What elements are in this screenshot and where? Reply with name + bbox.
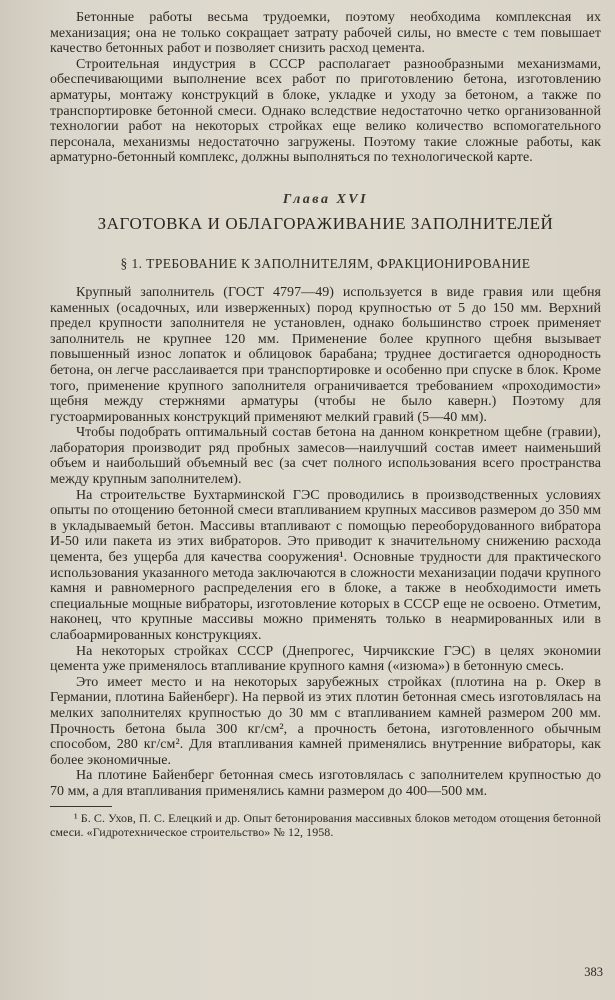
body-paragraph-6: На плотине Байенберг бетонная смесь изготовлялась с заполнителем крупностью до 70 мм, а для втапливания применялись камни размером до 400—500 мм. <box>50 768 601 799</box>
intro-paragraph-1: Бетонные работы весьма трудоемки, поэтому необходима комплексная их механизация; она не только сокращает затрату рабочей силы, но вместе с тем повышает качество бетонных работ и позволяет снизить расход цемента. <box>50 10 601 57</box>
body-paragraph-2: Чтобы подобрать оптимальный состав бетона на данном конкретном щебне (гравии), лаборатория производит ряд пробных замесов—наилучший состав имеет наименьший объем и наибольший объемный вес (за счет полного использования всего пространства между крупным заполнителем). <box>50 425 601 488</box>
body-paragraph-5: Это имеет место и на некоторых зарубежных стройках (плотина на р. Окер в Германии, плотина Байенберг). На первой из этих плотин бетонная смесь изготовлялась на мелких заполнителях крупностью до 30 мм с втапливанием камней размером 200 мм. Прочность бетона была 300 кг/см², а прочность бетона, изготовленного обычным способом, 280 кг/см². Для втапливания камней применялись внутренние вибраторы, как более экономичные. <box>50 674 601 768</box>
chapter-title: ЗАГОТОВКА И ОБЛАГОРАЖИВАНИЕ ЗАПОЛНИТЕЛЕЙ <box>97 213 554 233</box>
intro-paragraph-2: Строительная индустрия в СССР располагает разнообразными механизмами, обеспечивающими выполнение всех работ по приготовлению бетона, изготовлению арматуры, монтажу конструкций в блоке, укладке и уходу за бетоном, а также по транспортировке бетонной смеси. Однако вследствие недостаточно четко организованной технологии работ на некоторых стройках еще велико количество вспомогательного персонала, механизмы недостаточно загружены. Поэтому такие сложные работы, как арматурно-бетонный комплекс, должны выполняться по технологической карте. <box>50 56 601 166</box>
footnote: ¹ Б. С. Ухов, П. С. Елецкий и др. Опыт бетонирования массивных блоков методом отощения бетонной смеси. «Гидротехническое строительство» № 12, 1958. <box>50 810 601 839</box>
body-paragraph-4: На некоторых стройках СССР (Днепрогес, Чирчикские ГЭС) в целях экономии цемента уже применялось втапливание крупного камня («изюма») в бетонную смесь. <box>50 643 601 675</box>
chapter-label: Глава XVI <box>282 191 369 207</box>
body-paragraph-3: На строительстве Бухтарминской ГЭС проводились в производственных условиях опыты по отощению бетонной смеси втапливанием крупных массивов размером до 350 мм в укладываемый бетон. Массивы втапливают с помощью переоборудованного вибратора И-50 или пакета из этих вибраторов. Это приводит к значительному снижению расхода цемента, без ущерба для качества сооружения¹. Основные трудности для практического использования указанного метода заключаются в сложности механизации подачи крупного камня и равномерного распределения его в блоке, а также в необходимости иметь специальные мощные вибраторы, изготовление которых в СССР еще не освоено. Отметим, наконец, что крупные массивы можно применять только в неармированных или в слабоармированных конструкциях. <box>50 487 601 643</box>
footnote-divider <box>50 806 112 807</box>
section-title: § 1. ТРЕБОВАНИЕ К ЗАПОЛНИТЕЛЯМ, ФРАКЦИОНИРОВАНИЕ <box>120 255 531 271</box>
text-column <box>50 10 601 839</box>
page-number: 383 <box>584 965 603 979</box>
body-paragraph-1: Крупный заполнитель (ГОСТ 4797—49) используется в виде гравия или щебня каменных (осадочных, или изверженных) пород крупностью от 5 до 150 мм. Верхний предел крупности заполнителя не установлен, однако большинство строек применяет заполнитель не крупнее 120 мм. Применение более крупного щебня вызывает повышенный износ лопаток и облицовок барабана; труднее достигается однородность бетона, он легче расслаивается при транспортировке и особенно при спуске в блок. Кроме того, применение крупного заполнителя ограничивается требованием «проходимости» щебня между стержнями арматуры (чтобы не было каверн.) Поэтому для густоармированных конструкций применяют мелкий гравий (5—40 мм). <box>50 284 601 425</box>
